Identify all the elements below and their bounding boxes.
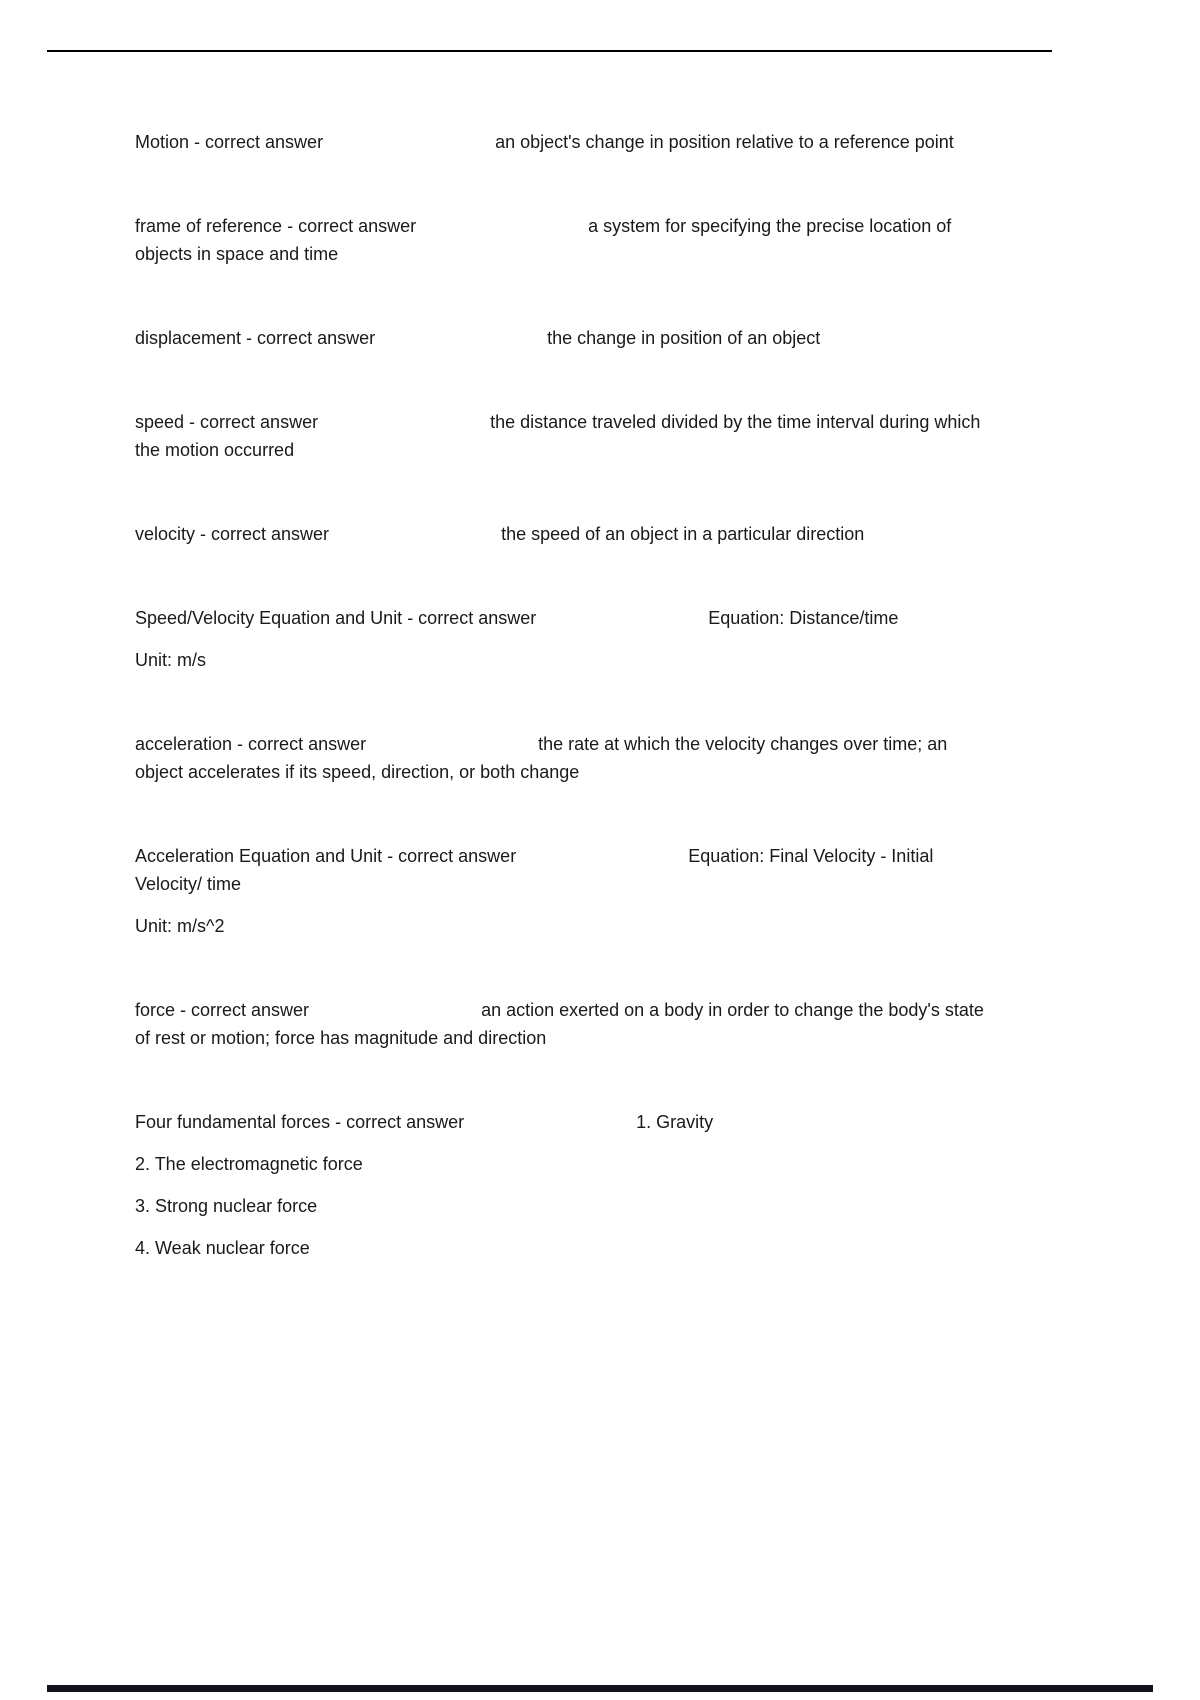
definition-text: the distance traveled divided by the time interval during which the motion occurred (135, 412, 981, 460)
definition-text: a system for specifying the precise location of objects in space and time (135, 216, 952, 264)
document-content (135, 128, 991, 1318)
term-text: force - correct answer (135, 1000, 310, 1020)
definition-text: Equation: Final Velocity - Initial Velocity/ time (135, 846, 934, 894)
term-text: Speed/Velocity Equation and Unit - correct answer (135, 608, 537, 628)
term-text: displacement - correct answer (135, 328, 376, 348)
definition-text: the rate at which the velocity changes over time; an object accelerates if its speed, direction, or both change (135, 734, 948, 782)
flashcard-entry (135, 212, 991, 268)
term-definition-spacer (375, 343, 547, 344)
term-definition-spacer (536, 623, 708, 624)
term-definition-line (135, 408, 991, 464)
term-definition-line (135, 520, 991, 548)
flashcard-entry (135, 842, 991, 940)
term-definition-spacer (329, 539, 501, 540)
definition-extra-line: 3. Strong nuclear force (135, 1196, 318, 1216)
definition-extra-line: Unit: m/s (135, 650, 207, 670)
flashcard-entry (135, 408, 991, 464)
term-definition-line (135, 604, 991, 632)
definition-text: Equation: Distance/time (708, 608, 899, 628)
header-rule (47, 50, 1052, 52)
term-text: Four fundamental forces - correct answer (135, 1112, 465, 1132)
term-definition-spacer (464, 1127, 636, 1128)
term-definition-line (135, 212, 991, 268)
flashcard-entry (135, 128, 991, 156)
definition-text: 1. Gravity (636, 1112, 714, 1132)
definition-extra-line: Unit: m/s^2 (135, 916, 225, 936)
term-definition-spacer (516, 861, 688, 862)
term-definition-line (135, 730, 991, 786)
term-text: Motion - correct answer (135, 132, 324, 152)
term-text: frame of reference - correct answer (135, 216, 417, 236)
term-definition-line (135, 1108, 991, 1136)
term-definition-line (135, 842, 991, 898)
term-definition-line (135, 128, 991, 156)
definition-text: an object's change in position relative to a reference point (495, 132, 954, 152)
term-text: Acceleration Equation and Unit - correct answer (135, 846, 517, 866)
term-definition-spacer (323, 147, 495, 148)
definition-extra-line: 2. The electromagnetic force (135, 1154, 363, 1174)
flashcard-entry (135, 996, 991, 1052)
term-definition-spacer (416, 231, 588, 232)
flashcard-entry (135, 324, 991, 352)
flashcard-entry (135, 1108, 991, 1262)
definition-extra-line: 4. Weak nuclear force (135, 1238, 310, 1258)
term-definition-line (135, 996, 991, 1052)
definition-text: the change in position of an object (547, 328, 821, 348)
definition-text: the speed of an object in a particular direction (501, 524, 865, 544)
term-text: speed - correct answer (135, 412, 319, 432)
term-definition-spacer (318, 427, 490, 428)
footer-bar (47, 1685, 1153, 1692)
definition-text: an action exerted on a body in order to change the body's state of rest or motion; force has magnitude and direction (135, 1000, 984, 1048)
term-text: velocity - correct answer (135, 524, 330, 544)
flashcard-entry (135, 520, 991, 548)
term-definition-line (135, 324, 991, 352)
flashcard-entry (135, 730, 991, 786)
term-definition-spacer (309, 1015, 481, 1016)
flashcard-entry (135, 604, 991, 674)
term-definition-spacer (366, 749, 538, 750)
term-text: acceleration - correct answer (135, 734, 367, 754)
